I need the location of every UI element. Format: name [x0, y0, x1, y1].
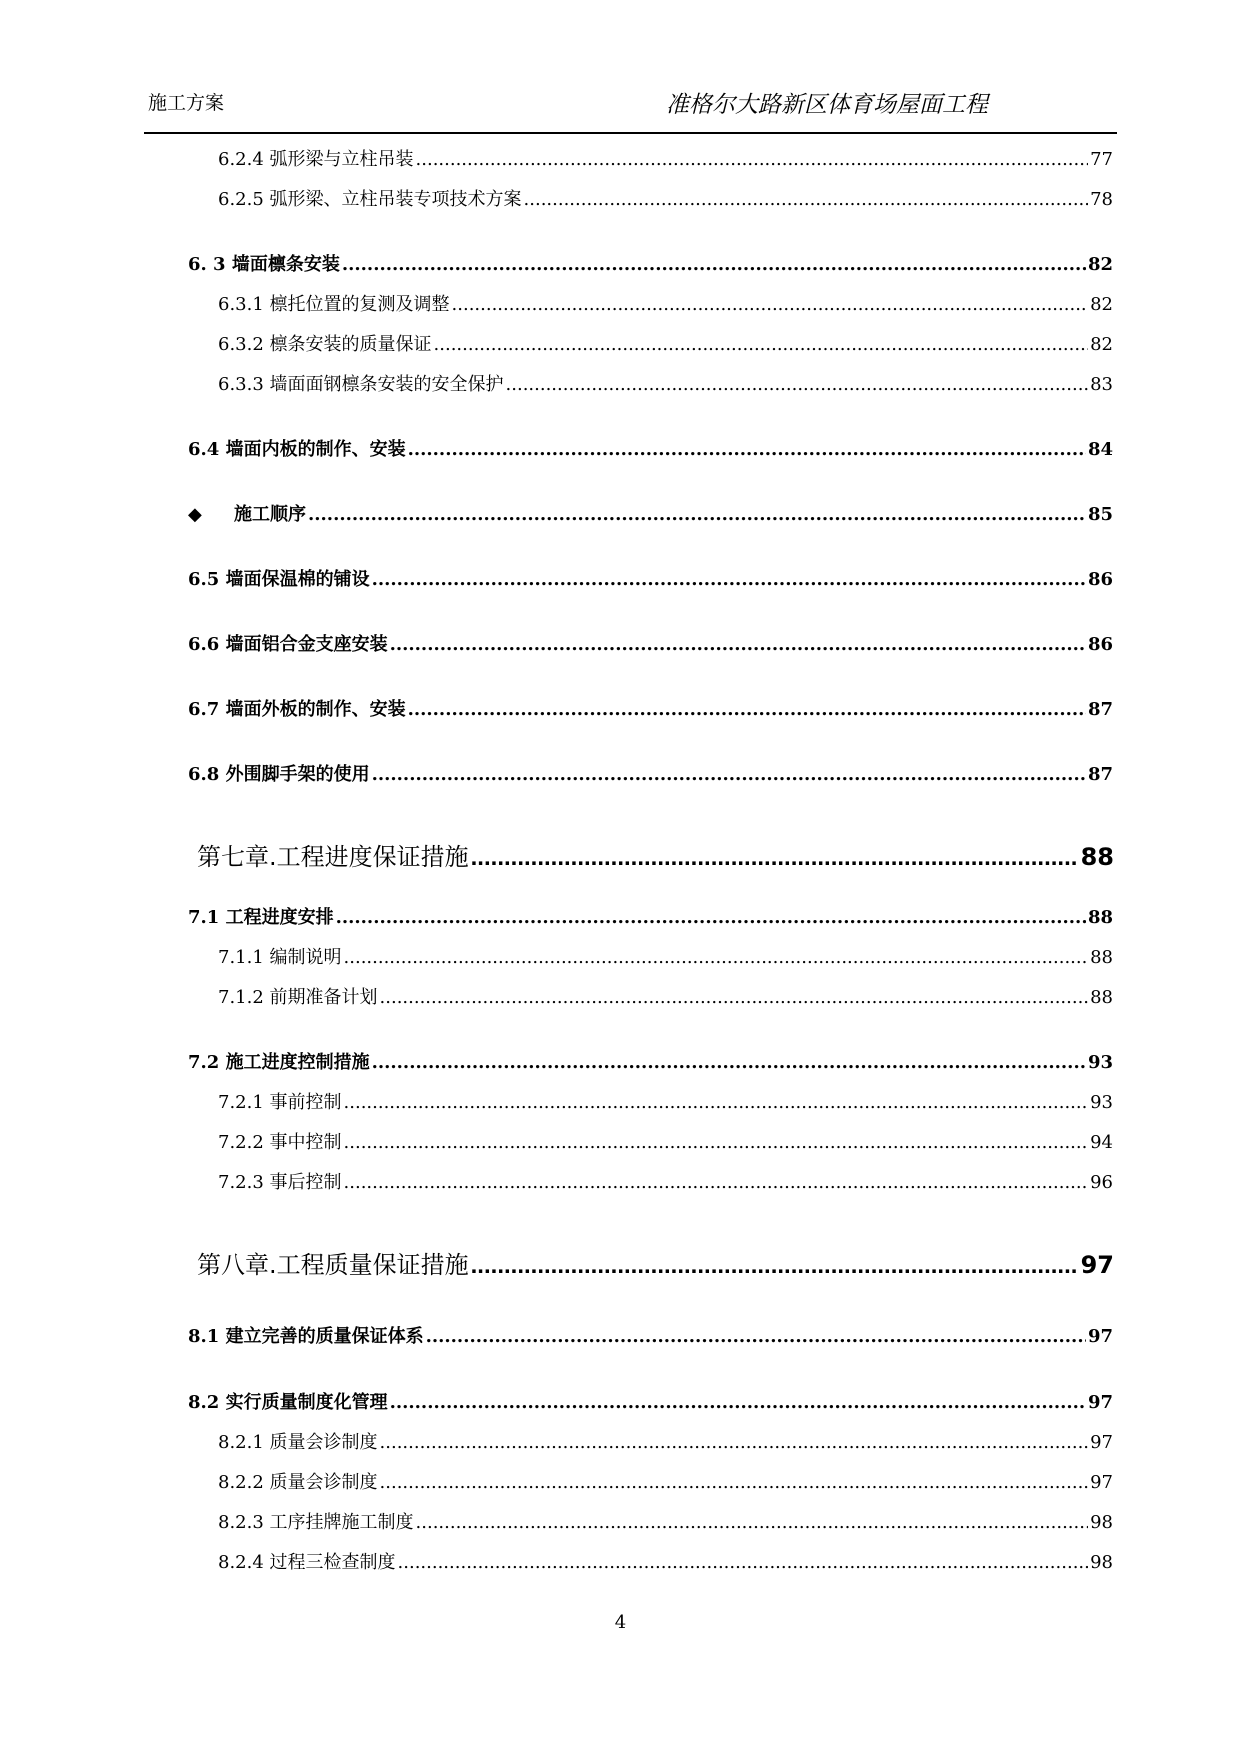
dot-leader	[336, 907, 1086, 928]
toc-entry-title: 6. 3 墙面檩条安装	[188, 254, 340, 275]
dot-leader	[452, 294, 1089, 315]
toc-entry-title: 7.2 施工进度控制措施	[188, 1052, 370, 1073]
toc-entry-page: 87	[1087, 699, 1113, 720]
toc-entry-title: 6.3.2 檩条安装的质量保证	[218, 334, 432, 355]
toc-entry[interactable]	[218, 943, 1113, 969]
toc-entry-page: 86	[1087, 569, 1113, 590]
dot-leader	[344, 1172, 1089, 1193]
toc-entry-page: 97	[1090, 1432, 1113, 1453]
toc-entry-page: 84	[1087, 439, 1113, 460]
toc-entry-page: 98	[1090, 1512, 1113, 1533]
dot-leader	[471, 844, 1079, 872]
toc-entry-title: 7.1.2 前期准备计划	[218, 987, 378, 1008]
dot-leader	[416, 149, 1089, 170]
diamond-bullet-icon: ◆	[188, 504, 202, 525]
toc-entry-title: 6.6 墙面铝合金支座安装	[188, 634, 388, 655]
toc-entry-text: 施工顺序	[234, 504, 306, 525]
toc-entry-page: 86	[1087, 634, 1113, 655]
toc-entry[interactable]	[218, 330, 1113, 356]
toc-entry-page: 82	[1090, 294, 1113, 315]
toc-entry-page: 97	[1087, 1392, 1113, 1413]
dot-leader	[416, 1512, 1089, 1533]
toc-entry-title: 8.2.1 质量会诊制度	[218, 1432, 378, 1453]
toc-entry-title: 8.2.4 过程三检查制度	[218, 1552, 396, 1573]
toc-entry-page: 93	[1090, 1092, 1113, 1113]
toc-entry[interactable]	[218, 1468, 1113, 1494]
toc-entry[interactable]	[188, 435, 1113, 461]
dot-leader	[390, 634, 1086, 655]
dot-leader	[308, 504, 1086, 525]
toc-entry[interactable]	[188, 630, 1113, 656]
toc-entry-page: 82	[1087, 254, 1113, 275]
dot-leader	[390, 1392, 1086, 1413]
dot-leader	[471, 1252, 1079, 1280]
dot-leader	[408, 439, 1086, 460]
toc-entry[interactable]	[218, 1168, 1113, 1194]
toc-entry-title: 7.2.3 事后控制	[218, 1172, 342, 1193]
toc-entry[interactable]	[218, 185, 1113, 211]
toc-entry[interactable]	[218, 1548, 1113, 1574]
toc-entry-page: 87	[1087, 764, 1113, 785]
toc-entry-page: 88	[1090, 947, 1113, 968]
toc-entry-title: 8.2 实行质量制度化管理	[188, 1392, 388, 1413]
toc-entry-title: 7.1.1 编制说明	[218, 947, 342, 968]
toc-entry[interactable]	[188, 695, 1113, 721]
page-number: 4	[614, 1612, 627, 1633]
toc-entry[interactable]	[188, 565, 1113, 591]
toc-entry[interactable]	[218, 1428, 1113, 1454]
toc-entry-title: 7.2.2 事中控制	[218, 1132, 342, 1153]
dot-leader	[524, 189, 1089, 210]
toc-entry-page: 97	[1090, 1472, 1113, 1493]
toc-entry[interactable]	[188, 250, 1113, 276]
toc-entry-page: 96	[1090, 1172, 1113, 1193]
toc-entry[interactable]	[218, 1088, 1113, 1114]
toc-entry-title: 6.3.1 檩托位置的复测及调整	[218, 294, 450, 315]
toc-entry[interactable]	[197, 1245, 1114, 1280]
dot-leader	[398, 1552, 1089, 1573]
dot-leader	[344, 947, 1089, 968]
toc-entry[interactable]	[188, 500, 1113, 526]
toc-entry[interactable]	[218, 290, 1113, 316]
toc-entry-title	[188, 500, 306, 526]
dot-leader	[344, 1132, 1089, 1153]
toc-entry[interactable]	[188, 760, 1113, 786]
dot-leader	[380, 1432, 1089, 1453]
header-divider	[144, 132, 1117, 134]
dot-leader	[342, 254, 1086, 275]
toc-entry[interactable]	[218, 145, 1113, 171]
dot-leader	[426, 1326, 1086, 1347]
toc-entry[interactable]	[218, 1128, 1113, 1154]
toc-entry-page: 88	[1087, 907, 1113, 928]
toc-entry-title: 6.4 墙面内板的制作、安装	[188, 439, 406, 460]
toc-entry-page: 97	[1080, 1251, 1114, 1279]
toc-entry[interactable]	[188, 903, 1113, 929]
toc-entry-page: 88	[1090, 987, 1113, 1008]
toc-entry-title: 6.5 墙面保温棉的铺设	[188, 569, 370, 590]
dot-leader	[372, 1052, 1086, 1073]
header-right-title: 准格尔大路新区体育场屋面工程	[666, 92, 988, 118]
dot-leader	[434, 334, 1089, 355]
dot-leader	[344, 1092, 1089, 1113]
toc-entry-page: 82	[1090, 334, 1113, 355]
dot-leader	[506, 374, 1089, 395]
toc-entry-title: 6.2.4 弧形梁与立柱吊装	[218, 149, 414, 170]
header-left-title: 施工方案	[148, 92, 225, 114]
toc-entry-page: 83	[1090, 374, 1113, 395]
toc-entry-page: 93	[1087, 1052, 1113, 1073]
toc-entry-title: 8.2.3 工序挂牌施工制度	[218, 1512, 414, 1533]
dot-leader	[372, 764, 1086, 785]
toc-entry-title: 第七章.工程进度保证措施	[197, 843, 469, 871]
toc-entry-title: 第八章.工程质量保证措施	[197, 1251, 469, 1279]
toc-entry-page: 94	[1090, 1132, 1113, 1153]
toc-entry-title: 7.2.1 事前控制	[218, 1092, 342, 1113]
toc-entry-page: 97	[1087, 1326, 1113, 1347]
toc-entry-title: 6.3.3 墙面面钢檩条安装的安全保护	[218, 374, 504, 395]
toc-entry-title: 8.1 建立完善的质量保证体系	[188, 1326, 424, 1347]
toc-entry[interactable]	[218, 370, 1113, 396]
toc-entry-page: 78	[1090, 189, 1113, 210]
dot-leader	[372, 569, 1086, 590]
toc-entry-title: 8.2.2 质量会诊制度	[218, 1472, 378, 1493]
toc-entry[interactable]	[188, 1048, 1113, 1074]
toc-entry[interactable]	[188, 1388, 1113, 1414]
toc-entry-title: 6.7 墙面外板的制作、安装	[188, 699, 406, 720]
toc-entry-page: 85	[1087, 504, 1113, 525]
toc-entry[interactable]	[218, 1508, 1113, 1534]
toc-entry-page: 88	[1080, 843, 1114, 871]
toc-entry[interactable]	[218, 983, 1113, 1009]
toc-entry-title: 6.2.5 弧形梁、立柱吊装专项技术方案	[218, 189, 522, 210]
dot-leader	[380, 1472, 1089, 1493]
toc-entry-title: 7.1 工程进度安排	[188, 907, 334, 928]
toc-entry-page: 77	[1090, 149, 1113, 170]
toc-entry-title: 6.8 外围脚手架的使用	[188, 764, 370, 785]
toc-entry[interactable]	[188, 1322, 1113, 1348]
toc-entry[interactable]	[197, 837, 1114, 872]
toc-entry-page: 98	[1090, 1552, 1113, 1573]
dot-leader	[380, 987, 1089, 1008]
dot-leader	[408, 699, 1086, 720]
